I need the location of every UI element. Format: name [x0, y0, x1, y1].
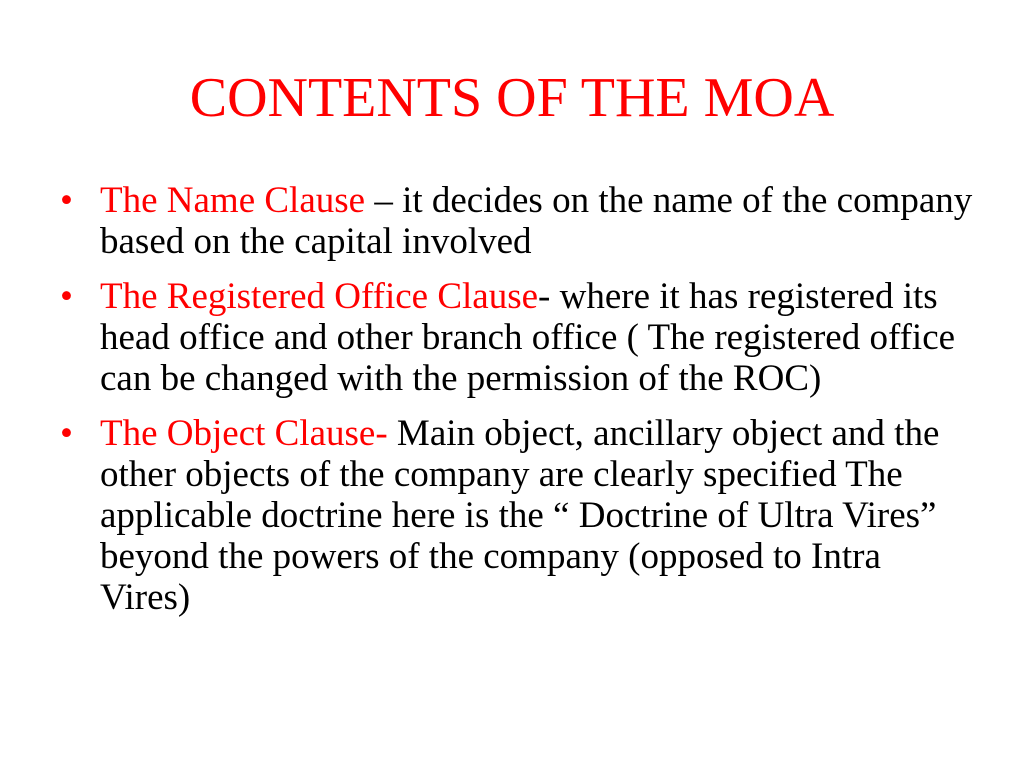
clause-title: The Object Clause- — [100, 413, 388, 454]
list-item-name-clause — [56, 180, 976, 262]
bullet-list — [56, 180, 976, 632]
bullet-icon: • — [60, 276, 73, 317]
list-item-registered-office-clause — [56, 276, 976, 399]
clause-description: - where it has registered its head office and other branch office ( The registered office can be changed with the permission of the ROC) — [100, 276, 956, 399]
bullet-icon: • — [60, 180, 73, 221]
clause-title: The Name Clause — [100, 180, 366, 221]
list-item-object-clause — [56, 413, 976, 618]
clause-description: Main object, ancillary object and the other objects of the company are clearly specified The applicable doctrine here is the “ Doctrine of Ultra Vires” beyond the powers of the company (opposed to Intra Vires) — [100, 413, 940, 618]
clause-title: The Registered Office Clause — [100, 276, 539, 317]
clause-description: – it decides on the name of the company based on the capital involved — [100, 180, 973, 262]
bullet-icon: • — [60, 413, 73, 454]
slide-title: CONTENTS OF THE MOA — [189, 67, 835, 129]
